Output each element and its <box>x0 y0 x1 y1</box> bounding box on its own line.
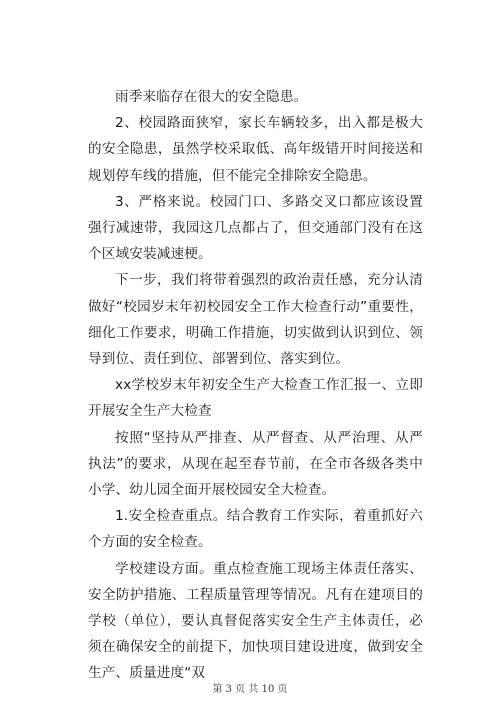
document-body <box>88 84 423 687</box>
paragraph: 3、严格来说。校园门口、多路交叉口都应该设置强行减速带，我园这几点都占了，但交通部门没有在这个区域安装减速梗。 <box>88 193 423 263</box>
paragraph: xx学校岁末年初安全生产大检查工作汇报一、立即开展安全生产大检查 <box>88 377 423 420</box>
paragraph: 2、校园路面狭窄，家长车辆较多，出入都是极大的安全隐患，虽然学校采取低、高年级错开时间接送和规划停车线的措施，但不能完全排除安全隐患。 <box>88 115 423 184</box>
paragraph: 按照“坚持从严排查、从严督查、从严治理、从严执法”的要求，从现在起至春节前，在全市各级各类中小学、幼儿园全面开展校园安全大检查。 <box>88 429 423 499</box>
paragraph: 学校建设方面。重点检查施工现场主体责任落实、安全防护措施、工程质量管理等情况。凡有在建项目的学校（单位），要认真督促落实安全生产主体责任，必须在确保安全的前提下，加快项目建设进度，做到安全生产、质量进度“双 <box>88 560 423 682</box>
paragraph: 下一步，我们将带着强烈的政治责任感，充分认清做好“校园岁末年初校园安全工作大检查行动”重要性，细化工作要求，明确工作措施，切实做到认识到位、领导到位、责任到位、部署到位、落实到位。 <box>88 272 423 368</box>
paragraph: 雨季来临存在很大的安全隐患。 <box>115 89 308 105</box>
page-footer: 第 3 页 共 10 页 <box>212 684 288 695</box>
paragraph: 1.安全检查重点。结合教育工作实际，着重抓好六个方面的安全检查。 <box>88 508 423 551</box>
